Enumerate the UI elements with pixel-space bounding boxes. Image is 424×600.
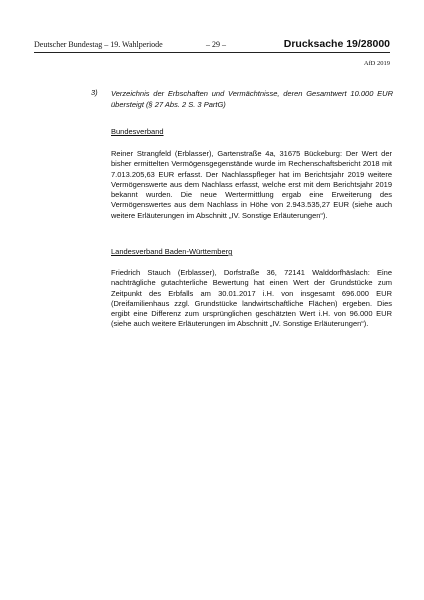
page-number: – 29 – [206, 40, 226, 49]
page-header [34, 40, 390, 52]
heading-landesverband-bw: Landesverband Baden-Württemberg [111, 247, 233, 256]
header-rule [34, 52, 390, 53]
heading-bundesverband: Bundesverband [111, 127, 164, 136]
paragraph-bundesverband: Reiner Strangfeld (Erblasser), Gartenstraße 4a, 31675 Bückeburg: Der Wert der bisher ermittelten Vermögensgegenstände wurde im Rechenschaftsbericht 2018 mit 7.013.205,63 EUR erfasst. Der Nachlasspfleger hat im Berichtsjahr 2019 weitere Vermögenswerte aus dem Nachlass erfasst, welche erst mit dem Berichtsjahr 2019 bekannt wurden. Die neue Wertermittlung ergab eine Erweiterung des Vermögenswertes aus dem Nachlass in Höhe von 2.943.535,27 EUR (siehe auch weitere Erläuterungen im Abschnitt „IV. Sonstige Erläuterungen“). [111, 149, 392, 220]
paragraph-landesverband-bw: Friedrich Stauch (Erblasser), Dorfstraße 36, 72141 Walddorfhäslach: Eine nachträgliche gutachterliche Bewertung hat einen Wert der Grundstücke zum Zeitpunkt des Erbfalls am 30.01.2017 i.H. von insgesamt 696.000 EUR (Dreifamilienhaus zzgl. Grundstücke landwirtschaftliche Flächen) ergeben. Dies ergibt eine Differenz zum ursprünglichen geschätzten Wert i.H. von 96.000 EUR (siehe auch weitere Erläuterungen im Abschnitt „IV. Sonstige Erläuterungen“). [111, 268, 392, 329]
header-publication: Deutscher Bundestag – 19. Wahlperiode [34, 40, 163, 49]
party-year-tag: AfD 2019 [363, 60, 390, 67]
section-number: 3) [91, 88, 98, 97]
document-number: Drucksache 19/28000 [283, 38, 390, 50]
section-title: Verzeichnis der Erbschaften und Vermächtnisse, deren Gesamtwert 10.000 EUR übersteigt (§ 27 Abs. 2 S. 3 PartG) [111, 89, 393, 109]
